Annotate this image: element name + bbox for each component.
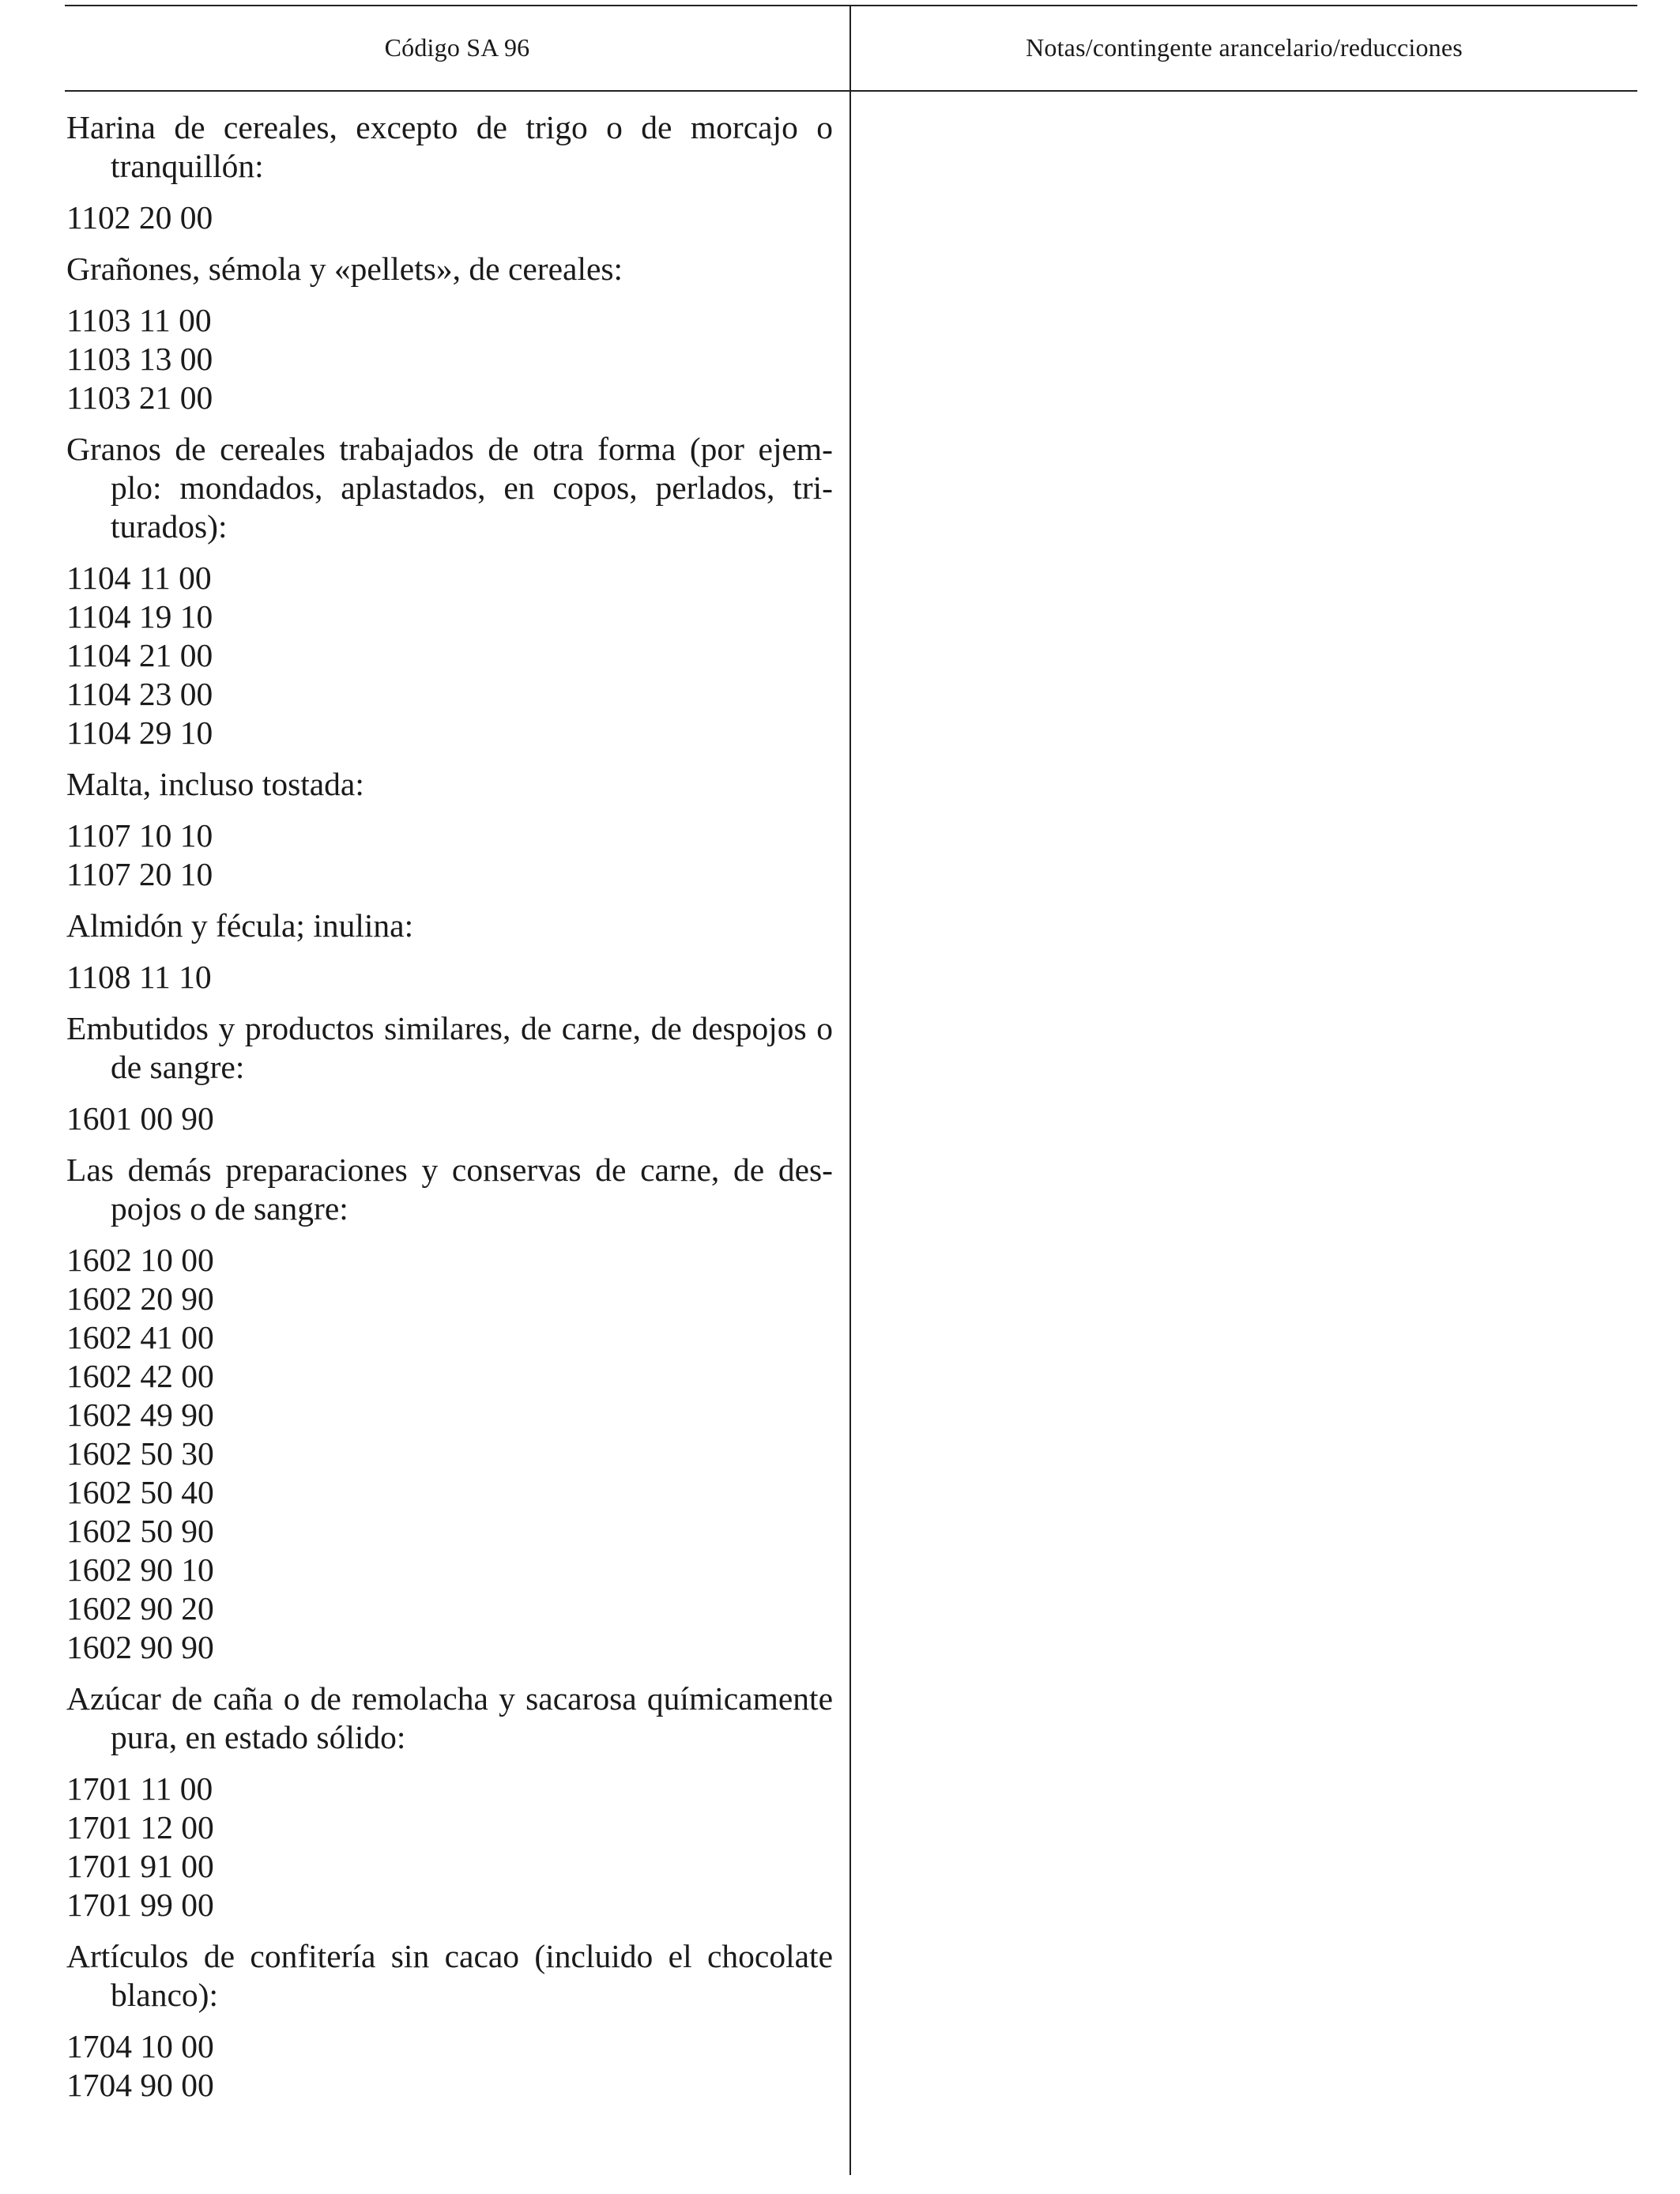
tariff-group: [66, 1009, 833, 1138]
group-description: Azúcar de caña o de remolacha y sacarosa químicamente pura, en estado sólido:: [66, 1680, 833, 1755]
code-list: [66, 1099, 833, 1138]
tariff-group: [66, 1937, 833, 2105]
hs-code: 1602 10 00: [66, 1242, 214, 1278]
hs-code: 1602 90 90: [66, 1629, 214, 1665]
hs-code: 1704 10 00: [66, 2028, 214, 2064]
code-list: [66, 816, 833, 894]
hs-code: 1103 11 00: [66, 302, 212, 338]
tariff-group: [66, 907, 833, 997]
code-list: [66, 2027, 833, 2105]
tariff-group: [66, 1679, 833, 1924]
code-list: [66, 198, 833, 237]
hs-code: 1701 99 00: [66, 1887, 214, 1923]
code-list: [66, 559, 833, 752]
hs-code: 1701 91 00: [66, 1848, 214, 1884]
code-list: [66, 1770, 833, 1924]
code-list: [66, 301, 833, 417]
hs-code: 1103 21 00: [66, 379, 213, 416]
group-description: Artículos de confitería sin cacao (incluido el chocolate blanco):: [66, 1938, 833, 2013]
hs-code: 1104 23 00: [66, 676, 213, 712]
group-description: Grañones, sémola y «pellets», de cereales:: [66, 251, 623, 287]
hs-code: 1107 20 10: [66, 856, 213, 892]
hs-code: 1104 21 00: [66, 637, 213, 673]
hs-code: 1602 50 90: [66, 1513, 214, 1549]
group-description: Harina de cereales, excepto de trigo o de morcajo o tranquillón:: [66, 109, 833, 184]
hs-code: 1602 20 90: [66, 1280, 214, 1317]
hs-code: 1102 20 00: [66, 199, 213, 236]
hs-code: 1704 90 00: [66, 2067, 214, 2103]
group-description: Malta, incluso tostada:: [66, 766, 364, 802]
hs-code: 1701 12 00: [66, 1809, 214, 1845]
column-divider: [849, 5, 851, 2175]
hs-code: 1602 50 40: [66, 1474, 214, 1510]
table-header-rule: [65, 90, 1637, 92]
hs-code: 1107 10 10: [66, 817, 213, 854]
hs-code: 1103 13 00: [66, 341, 213, 377]
hs-code: 1104 11 00: [66, 560, 212, 596]
code-list: [66, 958, 833, 997]
tariff-group: [66, 1151, 833, 1667]
hs-code: 1602 41 00: [66, 1319, 214, 1355]
hs-code: 1104 29 10: [66, 714, 213, 751]
tariff-group: [66, 430, 833, 752]
code-column: [66, 108, 833, 2117]
hs-code: 1602 42 00: [66, 1358, 214, 1394]
notes-column: [853, 95, 1636, 2173]
hs-code: 1602 90 20: [66, 1590, 214, 1627]
tariff-group: [66, 765, 833, 894]
header-code-column: Código SA 96: [384, 32, 530, 62]
hs-code: 1108 11 10: [66, 959, 212, 995]
hs-code: 1104 19 10: [66, 598, 213, 635]
tariff-group: [66, 250, 833, 417]
group-description: Granos de cereales trabajados de otra forma (por ejem-plo: mondados, aplastados, en copos, perlados, tri-turados):: [66, 431, 833, 545]
header-notes-column: Notas/contingente arancelario/reducciones: [1026, 32, 1463, 62]
hs-code: 1602 90 10: [66, 1551, 214, 1588]
tariff-group: [66, 108, 833, 237]
group-description: Las demás preparaciones y conservas de carne, de des-pojos o de sangre:: [66, 1152, 833, 1227]
hs-code: 1602 49 90: [66, 1397, 214, 1433]
hs-code: 1602 50 30: [66, 1435, 214, 1472]
group-description: Almidón y fécula; inulina:: [66, 907, 414, 944]
code-list: [66, 1241, 833, 1667]
hs-code: 1601 00 90: [66, 1100, 214, 1137]
group-description: Embutidos y productos similares, de carne, de despojos o de sangre:: [66, 1010, 833, 1085]
hs-code: 1701 11 00: [66, 1770, 213, 1807]
